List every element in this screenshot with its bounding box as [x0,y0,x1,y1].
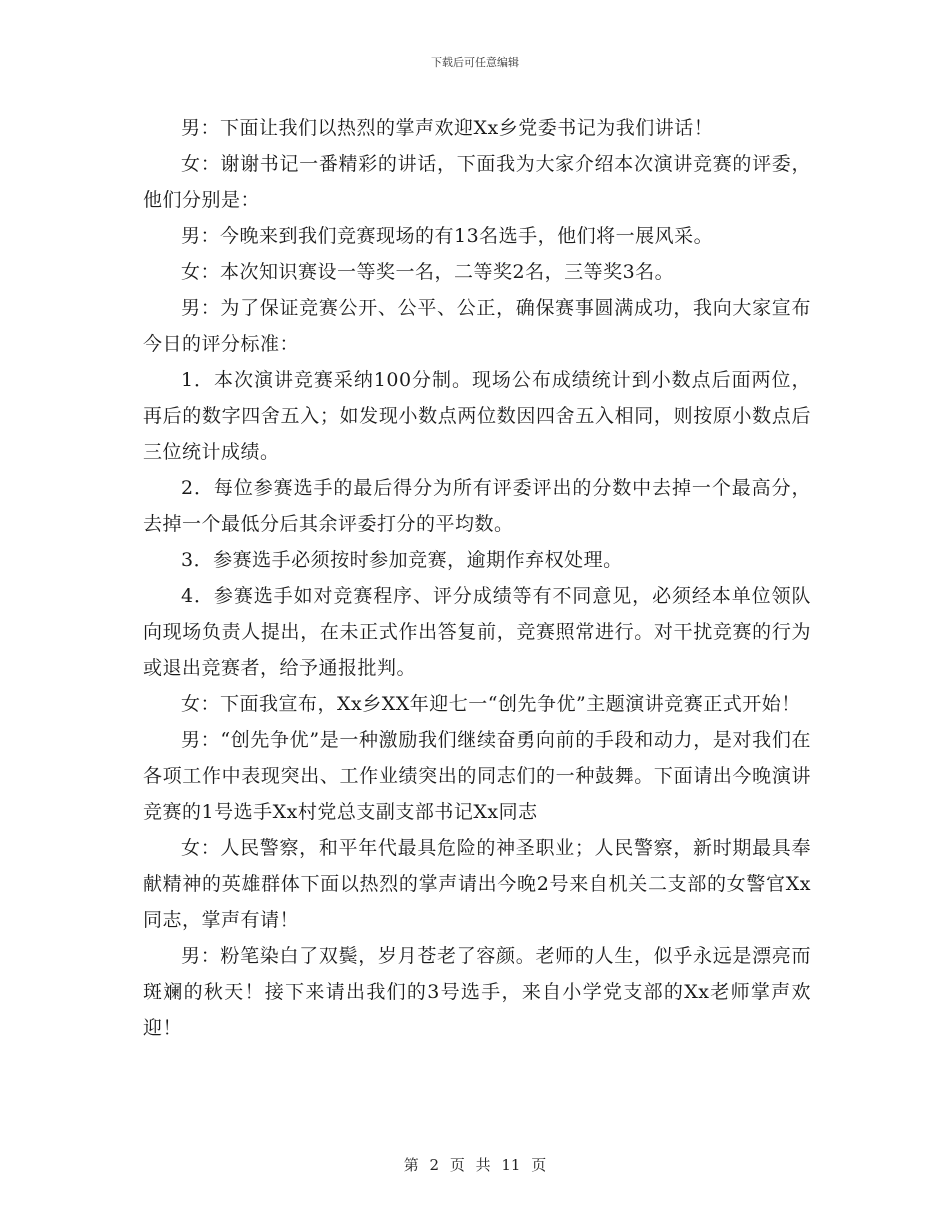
paragraph: 男：下面让我们以热烈的掌声欢迎Xx乡党委书记为我们讲话！ [181,117,714,139]
paragraph: 女：人民警察，和平年代最具危险的神圣职业；人民警察，新时期最具奉献精神的英雄群体下面以热烈的掌声请出今晚2号来自机关二支部的女警官Xx同志，掌声有请！ [143,837,811,931]
paragraph: 男：“创先争优”是一种激励我们继续奋勇向前的手段和动力，是对我们在各项工作中表现突出、工作业绩突出的同志们的一种鼓舞。下面请出今晚演讲竞赛的1号选手Xx村党总支副支部书记Xx同志 [143,729,811,823]
paragraph: 男：粉笔染白了双鬓，岁月苍老了容颜。老师的人生，似乎永远是漂亮而斑斓的秋天！接下来请出我们的3号选手，来自小学党支部的Xx老师掌声欢迎！ [143,945,811,1039]
document-body [143,110,811,1046]
page-number: 第 2 页 共 11 页 [403,1156,547,1174]
rule-item: 4．参赛选手如对竞赛程序、评分成绩等有不同意见，必须经本单位领队向现场负责人提出，在未正式作出答复前，竞赛照常进行。对干扰竞赛的行为或退出竞赛者，给予通报批判。 [143,585,811,679]
paragraph: 女：谢谢书记一番精彩的讲话，下面我为大家介绍本次演讲竞赛的评委，他们分别是： [143,153,811,211]
page-header-note: 下载后可任意编辑 [431,56,519,69]
rule-item: 3．参赛选手必须按时参加竞赛，逾期作弃权处理。 [181,549,623,571]
rule-item: 1．本次演讲竞赛采纳100分制。现场公布成绩统计到小数点后面两位，再后的数字四舍五入；如发现小数点两位数因四舍五入相同，则按原小数点后三位统计成绩。 [143,369,811,463]
paragraph: 男：今晚来到我们竞赛现场的有13名选手，他们将一展风采。 [181,225,714,247]
paragraph: 女：下面我宣布，Xx乡XX年迎七一“创先争优”主题演讲竞赛正式开始！ [181,693,801,715]
paragraph: 女：本次知识赛设一等奖一名，二等奖2名，三等奖3名。 [181,261,675,283]
paragraph: 男：为了保证竞赛公开、公平、公正，确保赛事圆满成功，我向大家宣布今日的评分标准： [143,297,811,355]
rule-item: 2．每位参赛选手的最后得分为所有评委评出的分数中去掉一个最高分，去掉一个最低分后其余评委打分的平均数。 [143,477,811,535]
